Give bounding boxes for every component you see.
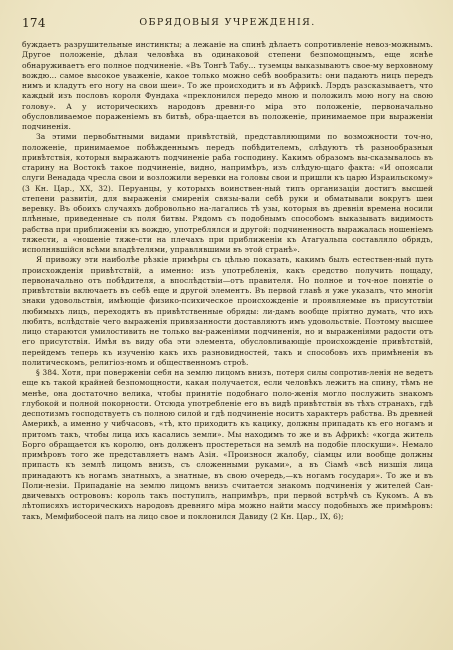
page-number: 174: [22, 16, 46, 30]
body-text: [22, 40, 433, 522]
paragraph: Я привожу эти наиболѣе рѣзкіе примѣры съ цѣлью показать, какимъ былъ естествен-ный путь происхожденія привѣтствій, а именно: изъ употребленія, какъ средство получить пощаду, первоначально отъ побѣдителя, а впослѣдствіи—отъ правителя. Но полное и точ-ное понятіе о привѣтствіи включаетъ въ себѣ еще и другой элементъ. Въ первой главѣ я уже указалъ, что многія знаки удовольствія, имѣющіе физико-психическое происхожденіе и проявляемые въ присутствіи любимыхъ лицъ, переходятъ въ привѣтственные обряды: ли-дамъ вообще пріятно думать, что ихъ любятъ, вслѣдствіе чего выраженія привязанности доставляютъ имъ удовольствіе. Поэтому высшее лицо стараются умилостивить не только вы-раженіями подчиненія, но и выраженіями радости отъ его присутствія. Имѣя въ виду оба эти элемента, обусловливающіе происхожденіе привѣтствій, перейдемъ теперь къ изученію какъ ихъ разновидностей, такъ и способовъ ихъ примѣненія въ политическомъ, религіоз-номъ и общественномъ строѣ.: [22, 255, 433, 367]
paragraph: буждаетъ разрушительные инстинкты; а лежаніе на спинѣ дѣлаетъ сопротивленіе невоз-можнымъ. Другое положеніе, дѣлая человѣка въ одинаковой степени безпомощнымъ, еще яснѣе обнаруживаетъ его полное подчиненіе. «Въ Тонгѣ Табу... туземцы выказываютъ свое-му верховному вождю... самое высокое уваженіе, какое только можно себѣ вообразить: они падаютъ ницъ передъ нимъ и кладутъ его ногу на свои шеи». То же происходитъ и въ Африкѣ. Лэрдъ разсказываетъ, что каждый изъ пословъ короля Фундаха «преклонился передо мною и положилъ мою ногу на свою голову». А у историческихъ народовъ древня-го міра это положеніе, первоначально обусловливаемое пораженіемъ въ битвѣ, обра-щается въ положеніе, принимаемое при выраженіи подчиненія.: [22, 40, 433, 131]
page-header: [22, 14, 433, 34]
running-title: ОБРЯДОВЫЯ УЧРЕЖДЕНІЯ.: [139, 17, 316, 28]
paragraph: За этими первобытными видами привѣтствій, представляющими по возможности точ-но, положеніе, принимаемое побѣжденнымъ передъ побѣдителемъ, слѣдуютъ тѣ разнообразныя привѣтствія, которыя выражаютъ подчиненіе раба господину. Какимъ образомъ вы-сказывалось въ старину на Востокѣ такое подчиненіе, видно, напримѣръ, изъ слѣдую-щаго факта: «И опоясали слуги Венадада чресла свои и возложили веревки на головы свои и пришли къ царю Израильскому» (3 Кн. Цар., XX, 32). Перуанцы, у которыхъ воинствен-ный типъ организаціи достигъ высшей степени развитія, для выраженія смиренія связы-вали себѣ руки и обматывали вокругъ шеи веревку. Въ обоихъ случаяхъ добровольно на-лагались тѣ узы, которыя въ древнія времена носили плѣнные, приведенные съ поля битвы. Рядомъ съ подобнымъ способомъ выказывать видимость рабства при приближеніи къ вождю, употреблялся и другой: подчиненность выражалась ношеніемъ тяжести, а «ношеніе тяже-сти на плечахъ при приближеніи къ Атагуальпа составляло обрядъ, исполнявшійся всѣми владѣтелями, управлявшими въ этой странѣ».: [22, 132, 433, 254]
paragraph: § 384. Хотя, при поверженіи себя на землю лицомъ внизъ, потеря силы сопротив-ленія не ведетъ еще къ такой крайней безпомощности, какая получается, если человѣкъ лежитъ на спину, тѣмъ не менѣе, она достаточно велика, чтобы принятіе подобнаго поло-женія могло послужить знакомъ глубокой и полной покорности. Отсюда употребленіе его въ видѣ привѣтствія въ тѣхъ странахъ, гдѣ деспотизмъ господствуетъ съ полною силой и гдѣ подчиненіе носитъ характеръ рабства. Въ древней Америкѣ, а именно у чибчасовъ, «тѣ, кто приходитъ къ кацику, должны припадать къ его ногамъ и притомъ такъ, чтобы лица ихъ касались земли». Мы находимъ то же и въ Африкѣ: «когда житель Борго обращается къ королю, онъ долженъ простереться на землѣ на подобіе плоскуши». Немало примѣровъ того же представляетъ намъ Азія. «Произнося жалобу, сіамцы или вообще должны припасть къ землѣ лицомъ внизъ, съ сложенными руками», а въ Сіамѣ «всѣ низшія лица принадаютъ къ ногамъ знатныхъ, а знатные, въ свою очередь,—къ ногамъ государя». То же и въ Поли-незіи. Припаданіе на землю лицомъ внизъ считается знакомъ подчиненія у жителей Сан-двичевыхъ острововъ: король такъ поступилъ, напримѣръ, при первой встрѣчѣ съ Кукомъ. А въ лѣтописяхъ историческихъ народовъ древняго міра можно найти массу подобныхъ же примѣровъ: такъ, Мемфибосеой палъ на лицо свое и поклонился Давиду (2 Кн. Цар., IX, 6);: [22, 368, 433, 521]
